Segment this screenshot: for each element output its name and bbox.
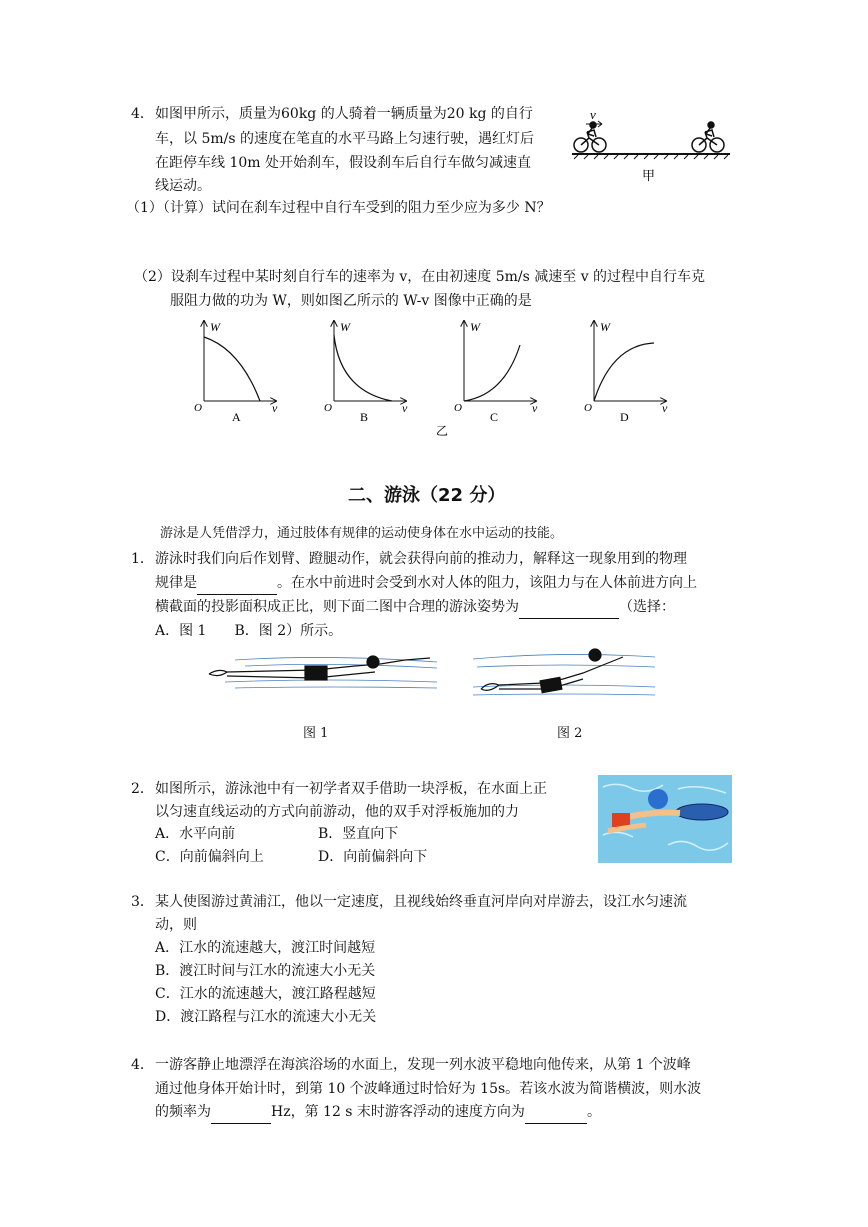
answer-blank[interactable] <box>197 572 277 595</box>
option-d[interactable]: D．渡江路程与江水的流速大小无关 <box>155 1009 377 1025</box>
question-text-line: 线运动。 <box>155 178 211 194</box>
x-axis-label: v <box>272 401 278 415</box>
option-a[interactable]: A．江水的流速越大，渡江时间越短 <box>155 940 376 956</box>
kickboard-icon <box>676 804 728 820</box>
question-text-line: 在距停车线 10m 处开始刹车，假设刹车后自行车做匀减速直 <box>155 155 531 171</box>
question-text-line: 游泳时我们向后作划臂、蹬腿动作，就会获得向前的推动力，解释这一现象用到的物理 <box>155 551 687 567</box>
option-d[interactable]: D．向前偏斜向下 <box>318 849 428 865</box>
graph-d <box>584 320 668 424</box>
x-axis-label: v <box>662 401 668 415</box>
question-number: 2． <box>131 781 154 797</box>
text-fragment: Hz，第 12 s 末时游客浮动的速度方向为 <box>271 1104 525 1120</box>
question-text-line: 一游客静止地漂浮在海滨浴场的水面上，发现一列水波平稳地向他传来，从第 1 个波峰 <box>155 1057 691 1073</box>
figure-2-caption: 图 2 <box>557 726 583 741</box>
question-text-line: 以匀速直线运动的方式向前游动，他的双手对浮板施加的力 <box>155 804 519 820</box>
option-c[interactable]: C．向前偏斜向上 <box>155 849 264 865</box>
text-fragment: 。 <box>586 1104 601 1120</box>
figure-1-caption: 图 1 <box>303 726 329 741</box>
answer-blank[interactable] <box>519 596 619 619</box>
origin-label: O <box>194 402 202 414</box>
option-letter: B <box>360 410 369 424</box>
question-text-line: 某人使图游过黄浦江，他以一定速度，且视线始终垂直河岸向对岸游去，设江水匀速流 <box>155 894 687 910</box>
question-text-line <box>155 1101 601 1124</box>
option-b[interactable]: B．竖直向下 <box>318 826 399 842</box>
option-letter: D <box>620 410 629 424</box>
origin-label: O <box>584 402 592 414</box>
sub-question-1: （1）（计算）试问在刹车过程中自行车受到的阻力至少应为多少 N？ <box>126 200 551 216</box>
cyclist-icon <box>692 122 724 152</box>
question-number: 3． <box>131 894 154 910</box>
question-text-line <box>155 596 675 619</box>
question-text-line <box>155 572 697 595</box>
sub-question-2: （2）设刹车过程中某时刻自行车的速率为 v，在由初速度 5m/s 减速至 v 的过程中自行车克 <box>134 269 706 285</box>
figure-label: 乙 <box>436 424 449 438</box>
figure-yi-wv-graphs <box>180 315 680 440</box>
options-line: A．图 1 B．图 2）所示。 <box>155 623 343 639</box>
y-axis-label: W <box>340 320 350 334</box>
sub-question-2-line: 服阻力做的功为 W，则如图乙所示的 W-v 图像中正确的是 <box>170 293 532 309</box>
figure-2-swimmer <box>463 645 658 705</box>
option-letter: A <box>232 410 241 424</box>
kickboard-swimmer-image <box>598 775 732 863</box>
question-number: 1． <box>131 551 154 567</box>
cyclist-icon <box>574 122 606 152</box>
question-text-line: 车，以 5m/s 的速度在笔直的水平马路上匀速行驶，遇红灯后 <box>155 131 534 147</box>
text-fragment: 。在水中前进时会受到水对人体的阻力，该阻力与在人体前进方向上 <box>277 575 697 591</box>
question-text-line: 如图甲所示，质量为60kg 的人骑着一辆质量为20 kg 的自行 <box>155 106 533 122</box>
section-title: 二、游泳（22 分） <box>348 485 506 506</box>
option-c[interactable]: C．江水的流速越大，渡江路程越短 <box>155 986 376 1002</box>
swim-cap-icon <box>648 789 668 809</box>
question-text-line: 通过他身体开始计时，到第 10 个波峰通过时恰好为 15s。若该水波为简谐横波，则水波 <box>155 1081 702 1097</box>
y-axis-label: W <box>600 320 610 334</box>
text-fragment: （选择： <box>619 599 675 615</box>
origin-label: O <box>454 402 462 414</box>
y-axis-label: W <box>210 320 220 334</box>
question-number: 4． <box>131 106 154 122</box>
option-b[interactable]: B．渡江时间与江水的流速大小无关 <box>155 963 376 979</box>
option-a[interactable]: A．水平向前 <box>155 826 236 842</box>
question-text-line: 如图所示，游泳池中有一初学者双手借助一块浮板，在水面上正 <box>155 781 547 797</box>
text-fragment: 规律是 <box>155 575 197 591</box>
figure-label: 甲 <box>642 168 656 183</box>
question-number: 4． <box>131 1057 154 1073</box>
y-axis-label: W <box>470 320 480 334</box>
figure-1-swimmer <box>205 652 440 694</box>
section-intro: 游泳是人凭借浮力，通过肢体有规律的运动使身体在水中运动的技能。 <box>160 526 564 541</box>
question-text-line: 动，则 <box>155 917 197 933</box>
x-axis-label: v <box>402 401 408 415</box>
graph-a <box>194 320 278 424</box>
x-axis-label: v <box>532 401 538 415</box>
velocity-label: v <box>590 108 596 122</box>
velocity-direction-blank[interactable] <box>525 1101 587 1124</box>
frequency-blank[interactable] <box>211 1101 271 1124</box>
text-fragment: 的频率为 <box>155 1104 211 1120</box>
graph-b <box>324 320 408 424</box>
option-letter: C <box>490 410 499 424</box>
origin-label: O <box>324 402 332 414</box>
text-fragment: 横截面的投影面积成正比，则下面二图中合理的游泳姿势为 <box>155 599 519 615</box>
figure-jia-bicycle <box>568 108 734 188</box>
graph-c <box>454 320 538 424</box>
